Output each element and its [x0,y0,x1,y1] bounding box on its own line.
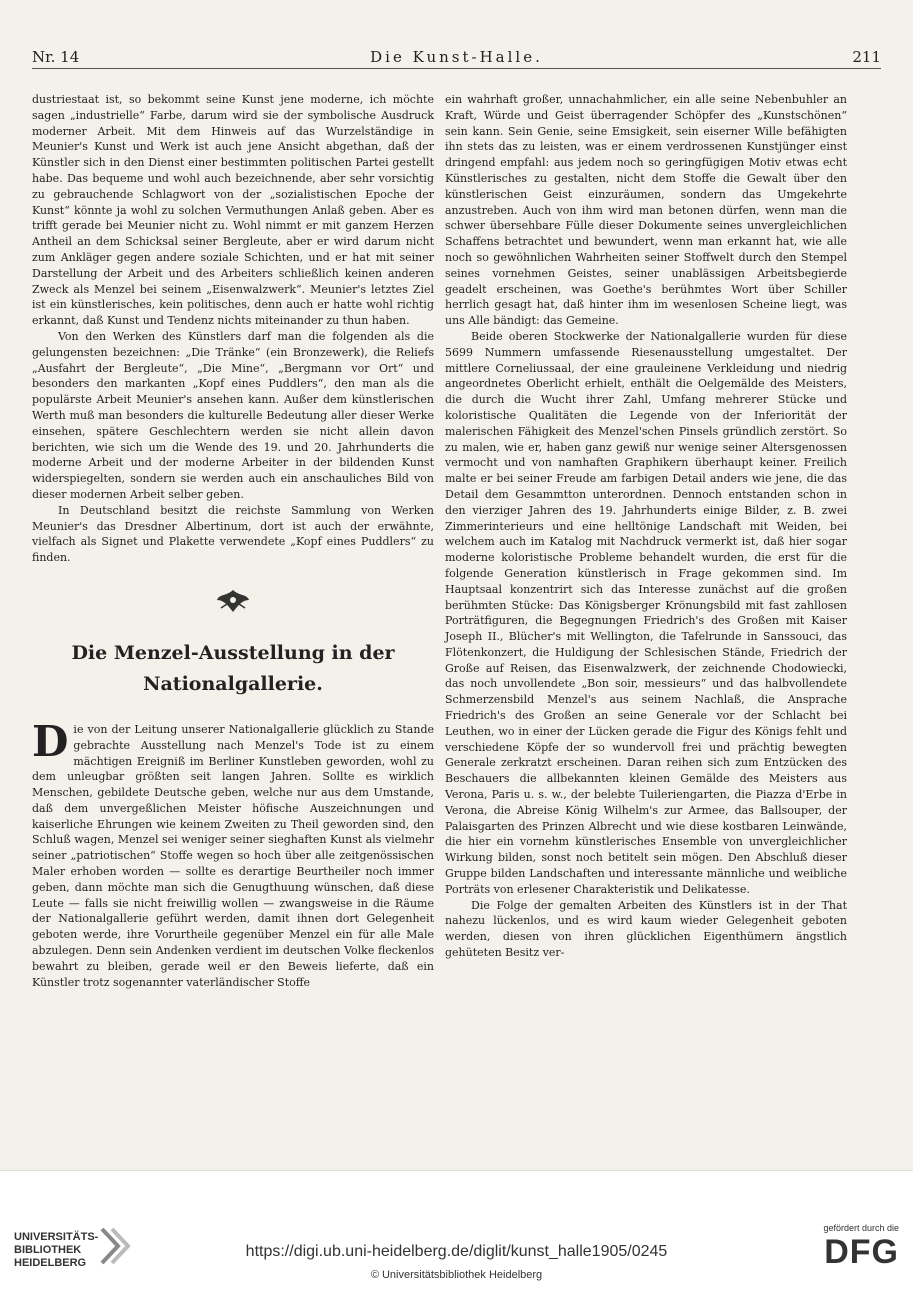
article-title [32,638,434,700]
article-text: ie von der Leitung unserer Nationalgallerie glücklich zu Stande gebrachte Ausstellung nach Menzel's Tode ist zu einem mächtigen Ereigniß im Berliner Kunstleben geworden, wohl zu dem unleugbar größten seit langen Jahren. Sollte es wirklich Menschen, gebildete Deutsche geben, welche nur aus dem Umstande, daß dem unvergeßlichen Meister höfische Auszeichnungen und kaiserliche Ehrungen wie keinem Zweiten zu Theil geworden sind, den Schluß wagen, Menzel sei weniger seiner sieghaften Kunst als vielmehr seiner „patriotischen“ Stoffe wegen so hoch über alle zeitgenössischen Maler erhoben worden — sollte es derartige Beurtheiler noch immer geben, dann möchte man sich die Genugthuung wünschen, daß diese Leute — falls sie nicht freiwillig wollen — zwangsweise in die Räume der Nationalgallerie geführt werden, damit ihnen dort Gelegenheit geboten werde, ihre Vorurtheile gegenüber Menzel ein für alle Male abzulegen. Denn sein Andenken verdient im deutschen Volke fleckenlos bewahrt zu bleiben, gerade weil er den Beweis lieferte, daß ein Künstler trotz sogenannter vaterländischer Stoffe [32,722,434,989]
library-name-line: UNIVERSITÄTS- [14,1231,99,1243]
dfg-logo [823,1223,899,1270]
copyright-notice: © Universitätsbibliothek Heidelberg [370,1269,543,1281]
running-header [32,38,881,69]
paragraph: Die Folge der gemalten Arbeiten des Künstlers ist in der That nahezu lückenlos, und es wird kaum wieder Gelegenheit geboten werden, diesen von ihren glücklichen Eigenthümern ängstlich gehüteten Besitz ver- [445,898,847,960]
drop-cap: D [32,716,69,766]
ornament-vignette-icon [32,586,434,616]
article-title-line: Nationalgallerie. [143,672,323,695]
dfg-wordmark: DFG [824,1233,899,1271]
viewer-footer [0,1170,913,1294]
article-opening [32,716,434,991]
paragraph: In Deutschland besitzt die reichste Sammlung von Werken Meunier's das Dresdner Albertinum, dort ist auch der erwähnte, vielfach als Signet und Plakette verwendete „Kopf eines Puddlers“ zu finden. [32,503,434,565]
source-url-link[interactable]: https://digi.ub.uni-heidelberg.de/diglit/kunst_halle1905/0245 [245,1243,668,1260]
paragraph: Von den Werken des Künstlers darf man die folgenden als die gelungensten bezeichnen: „Die Tränke“ (ein Bronzewerk), die Reliefs „Ausfahrt der Bergleute“, „Die Mine“, „Bergmann vor Ort“ und besonders den markanten „Kopf eines Puddlers“, den man als die populärste Arbeit Meunier's ansehen kann. Außer dem künstlerischen Werth muß man besonders die kulturelle Bedeutung aller dieser Werke einsehen, spätere Geschlechtern werden sie nicht allein davon berichten, wie sich um die Wende des 19. und 20. Jahrhunderts die moderne Arbeit und der moderne Arbeiter in der bildenden Kunst widerspiegelten, sondern sie werden auch ein anschauliches Bild von dieser modernen Arbeit selber geben. [32,329,434,501]
left-column [32,92,434,990]
right-column [445,92,847,961]
library-name-line: HEIDELBERG [14,1257,87,1269]
paragraph: Beide oberen Stockwerke der Nationalgallerie wurden für diese 5699 Nummern umfassende Riesenausstellung umgestaltet. Der mittlere Corneliussaal, der eine grauleinene Verkleidung und niedrig angeordnetes Oberlicht erhielt, enthält die Oelgemälde des Meisters, die durch die Wucht ihrer Zahl, Umfang mehrerer Stücke und koloristische Qualitäten die Legende von der Inferiorität der malerischen Fähigkeit des Menzel'schen Pinsels gründlich zerstört. So zu malen, wie er, haben ganz gewiß nur wenige seiner Altersgenossen vermocht und von namhaften Graphikern überhaupt keiner. Freilich malte er bei seiner Freude am farbigen Detail anders wie jene, die das Detail dem Gesammtton unterordnen. Dennoch entstanden schon in den vierziger Jahren des 19. Jahrhunderts einige Bilder, z. B. zwei Zimmerinterieurs und eine helltönige Landschaft mit Weiden, bei welchem auch im Katalog mit Nachdruck vermerkt ist, daß hier sogar moderne koloristische Probleme behandelt wurden, die erst für die folgende Generation künstlerisch in Frage gekommen sind. Im Hauptsaal konzentrirt sich das Interesse zunächst auf die großen berühmten Stücke: Das Königsberger Krönungsbild mit fast zahllosen Porträtfiguren, die Begegnungen Friedrich's des Großen mit Kaiser Joseph II., Blücher's mit Wellington, die Tafelrunde in Sanssouci, das Flötenkonzert, die Huldigung der Schlesischen Stände, Friedrich der Große auf Reisen, das Eisenwalzwerk, der zeichnende Chodowiecki, das noch unvollendete „Bon soir, messieurs“ und das halbvollendete Schmerzensbild Menzel's aus seinem Nachlaß, die Ansprache Friedrich's des Großen an seine Generale vor der Schlacht bei Leuthen, wo in einer der Lücken gerade die Figur des Königs fehlt und verschiedene Köpfe der so wundervoll frei und prächtig bewegten Generale zerkratzt erscheinen. Daran reihen sich zum Entzücken des Beschauers die allbekannten kleinen Gemälde des Meisters aus Verona, Paris u. s. w., der belebte Tuileriengarten, die Piazza d'Erbe in Verona, die Abreise König Wilhelm's zur Armee, das Ballsouper, der Palaisgarten des Prinzen Albrecht und wie diese kostbaren Leinwände, die hier ein vornehm künstlerisches Ensemble von unvergleichlicher Wirkung bilden, sonst noch betitelt sein mögen. Den Abschluß dieser Gruppe bilden Landschaften und interessante männliche und weibliche Porträts von erlesener Charakteristik und Delikatesse. [445,329,847,896]
funding-note: gefördert durch die [823,1223,899,1233]
article-title-line: Die Menzel-Ausstellung in der [71,641,395,664]
journal-title: Die Kunst-Halle. [370,48,543,66]
issue-number: Nr. 14 [32,48,80,66]
paragraph: ein wahrhaft großer, unnachahmlicher, ein alle seine Nebenbuhler an Kraft, Würde und Geist überragender Schöpfer des „Kunstschönen“ sein kann. Sein Genie, seine Emsigkeit, sein eiserner Wille befähigten ihn stets das zu leisten, was er einem verdrossenen Kunstjünger einst dringend empfahl: aus jedem noch so geringfügigen Motiv etwas echt Künstlerisches zu gestalten, nicht dem Stoffe die Gewalt über den künstlerischen Geist einzuräumen, sondern das Umgekehrte anzustreben. Auch von ihm wird man betonen dürfen, wenn man die schwer übersehbare Fülle dieser Dokumente seines unvergleichlichen Schaffens betrachtet und bewundert, wenn man erkannt hat, wie alle noch so gewöhnlichen Wahrheiten seiner Stoffwelt durch den Stempel seines vornehmen Geistes, seiner unablässigen Arbeitsbegierde geadelt erscheinen, was Goethe's berühmtes Wort über Schiller herrlich gesagt hat, daß hinter ihm im wesenlosen Scheine liegt, was uns Alle bändigt: das Gemeine. [445,93,847,328]
library-name-line: BIBLIOTHEK [14,1244,82,1256]
page-number: 211 [852,48,881,66]
paragraph: dustriestaat ist, so bekommt seine Kunst jene moderne, ich möchte sagen „industrielle“ Farbe, darum wird sie der symbolische Ausdruck moderner Arbeit. Mit dem Hinweis auf das Wurzelständige in Meunier's Kunst und Werk ist auch jene Ansicht abgethan, daß der Künstler sich in den Dienst einer bestimmten politischen Partei gestellt habe. Das bequeme und wohl auch bezeichnende, aber sehr vorsichtig zu gebrauchende Schlagwort von der „sozialistischen Epoche der Kunst“ könnte ja wohl zu solchen Vermuthungen Anlaß geben. Aber es trifft gerade bei Meunier nicht zu. Wohl nimmt er mit ganzem Herzen Antheil an dem Schicksal seiner Bergleute, aber er wird darum nicht zum Ankläger gegen andere soziale Schichten, und er hat mit seiner Darstellung der Arbeit und des Arbeiters schließlich keinen anderen Zweck als Menzel bei seinem „Eisenwalzwerk“. Meunier's letztes Ziel ist ein künstlerisches, kein politisches, denn auch er hatte wohl richtig erkannt, daß Kunst und Tendenz nichts miteinander zu thun haben. [32,93,434,328]
